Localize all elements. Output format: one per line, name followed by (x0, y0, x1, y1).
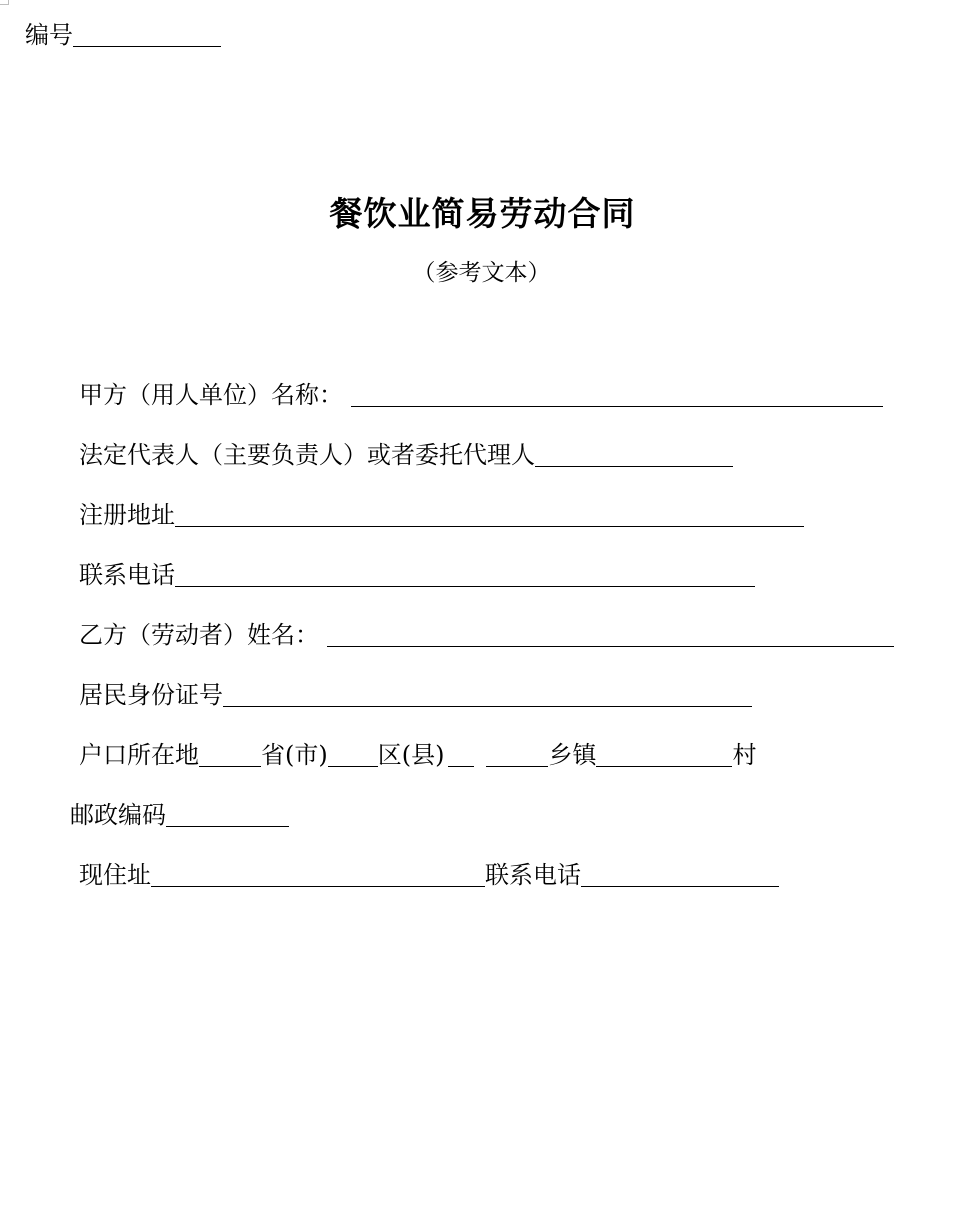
party-b-name-row (79, 620, 894, 650)
party-b-phone-label: 联系电话 (485, 861, 581, 889)
id-number-blank[interactable] (223, 682, 752, 707)
party-a-phone-row (79, 560, 755, 590)
party-b-phone-blank[interactable] (581, 862, 779, 887)
hukou-province-blank[interactable] (199, 742, 261, 767)
id-number-row (79, 680, 752, 710)
hukou-village-blank[interactable] (596, 742, 732, 767)
party-b-name-label: 乙方（劳动者）姓名： (79, 621, 319, 649)
document-number-row (25, 20, 221, 50)
hukou-label: 户口所在地 (79, 741, 199, 769)
legal-representative-row (79, 440, 733, 470)
hukou-row (79, 740, 756, 770)
hukou-town-blank[interactable] (486, 742, 548, 767)
document-subtitle: （参考文本） (412, 260, 551, 286)
current-address-row (79, 860, 779, 890)
current-address-blank[interactable] (151, 862, 485, 887)
legal-representative-blank[interactable] (535, 442, 733, 467)
hukou-town-label: 乡镇 (548, 741, 597, 769)
document-number-label: 编号 (25, 21, 73, 49)
postal-code-row (70, 800, 289, 830)
hukou-province-label: 省(市) (261, 741, 328, 769)
party-a-name-blank[interactable] (351, 382, 883, 407)
hukou-district-label: 区(县) (377, 741, 445, 769)
registered-address-blank[interactable] (175, 502, 804, 527)
postal-code-label: 邮政编码 (70, 801, 166, 829)
hukou-village-label: 村 (732, 741, 757, 769)
party-a-name-row (79, 380, 883, 410)
registered-address-row (79, 500, 804, 530)
id-number-label: 居民身份证号 (79, 681, 223, 709)
document-title: 餐饮业简易劳动合同 (329, 194, 636, 233)
party-a-phone-blank[interactable] (175, 562, 755, 587)
party-a-phone-label: 联系电话 (79, 561, 175, 589)
legal-representative-label: 法定代表人（主要负责人）或者委托代理人 (79, 441, 535, 469)
registered-address-label: 注册地址 (79, 501, 175, 529)
party-a-name-label: 甲方（用人单位）名称： (79, 381, 343, 409)
hukou-district-extra-blank[interactable] (448, 742, 474, 767)
current-address-label: 现住址 (79, 861, 151, 889)
postal-code-blank[interactable] (166, 802, 289, 827)
page-corner-mark (0, 0, 9, 5)
party-b-name-blank[interactable] (327, 622, 894, 647)
hukou-district-blank[interactable] (328, 742, 378, 767)
document-number-blank[interactable] (73, 22, 221, 47)
